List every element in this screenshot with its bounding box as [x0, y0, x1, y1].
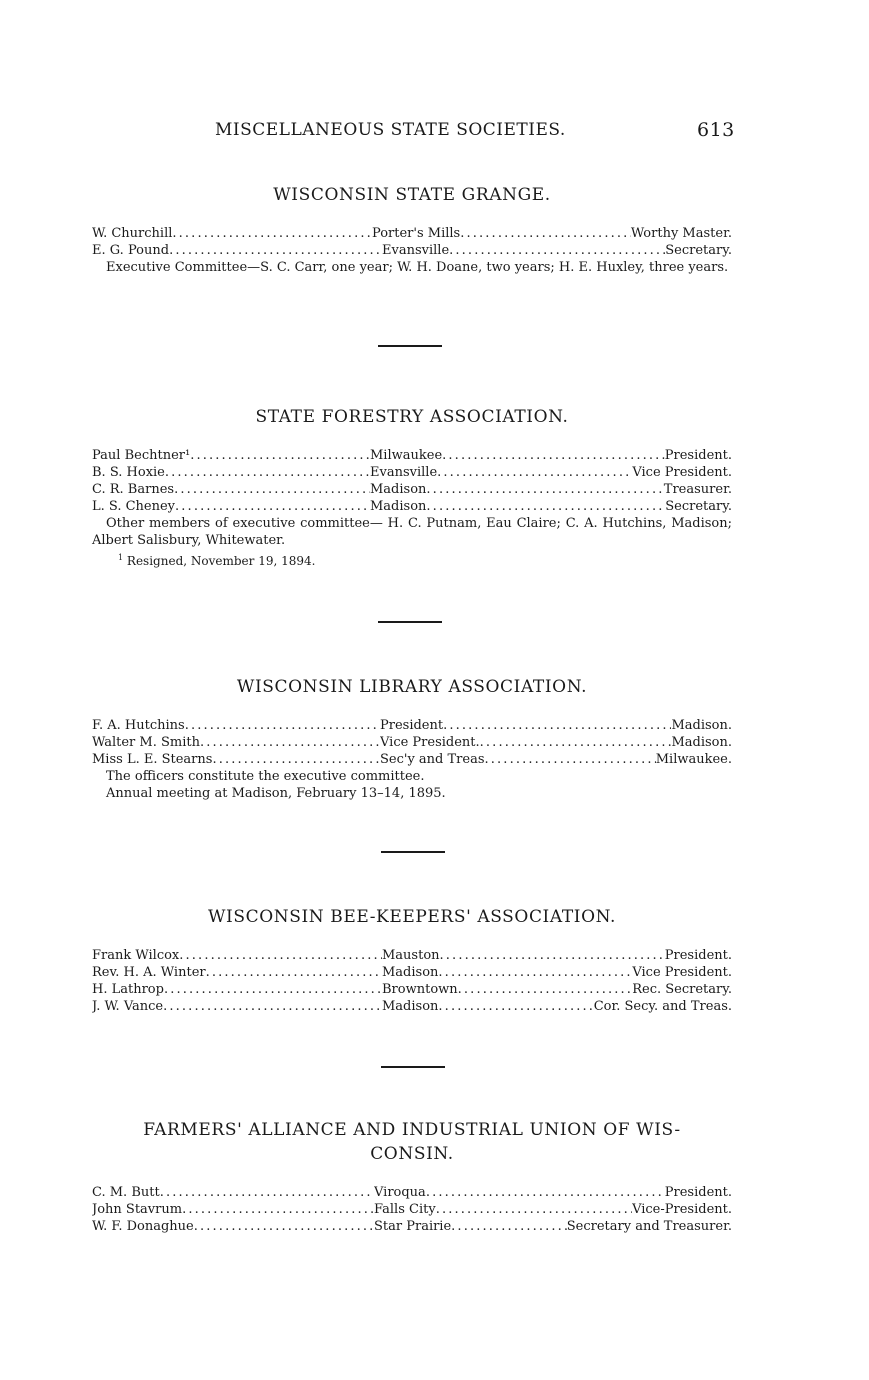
officer-role: Secretary.: [665, 243, 732, 258]
officer-place: Porter's Mills: [372, 226, 461, 241]
officer-row: [92, 717, 732, 734]
officer-name: W. Churchill: [92, 226, 173, 241]
section-beekeepers-association: [92, 905, 732, 1015]
officer-row: [92, 464, 732, 481]
officer-name: J. W. Vance: [92, 999, 164, 1014]
section-divider: [378, 345, 442, 347]
officer-place: President: [380, 718, 444, 733]
section-library-association: [92, 675, 732, 802]
officer-place: Vice President.: [380, 735, 480, 750]
officer-name: E. G. Pound: [92, 243, 170, 258]
officer-row: [92, 1218, 732, 1235]
officer-name: H. Lathrop: [92, 982, 164, 997]
officer-row: [92, 498, 732, 515]
section-title: WISCONSIN LIBRARY ASSOCIATION.: [236, 677, 588, 697]
officer-role: Secretary and Treasurer.: [566, 1219, 732, 1234]
section-title-line: CONSIN.: [370, 1144, 454, 1164]
officer-name: C. M. Butt: [92, 1185, 160, 1200]
officer-row: [92, 751, 732, 768]
officer-name: B. S. Hoxie: [92, 465, 165, 480]
officer-role: President.: [664, 1185, 732, 1200]
page-number: 613: [697, 119, 735, 141]
officer-role: Secretary.: [665, 499, 732, 514]
officer-name: Paul Bechtner¹: [92, 448, 191, 463]
officer-row: [92, 447, 732, 464]
footnote-mark: 1: [118, 553, 124, 562]
officer-name: C. R. Barnes: [92, 482, 175, 497]
officer-row: [92, 1184, 732, 1201]
officer-role: President.: [664, 448, 732, 463]
officer-place: Falls City: [374, 1202, 436, 1217]
officer-name: Miss L. E. Stearns: [92, 752, 213, 767]
officer-name: Walter M. Smith: [92, 735, 200, 750]
officer-place: Mauston: [382, 948, 440, 963]
officer-name: F. A. Hutchins: [92, 718, 185, 733]
section-divider: [378, 621, 442, 623]
officer-row: [92, 481, 732, 498]
officer-role: Worthy Master.: [630, 226, 732, 241]
officer-place: Madison: [382, 965, 439, 980]
footnote: [92, 549, 732, 570]
running-title: MISCELLANEOUS STATE SOCIETIES.: [215, 120, 566, 140]
officer-row: [92, 998, 732, 1015]
officer-row: [92, 981, 732, 998]
committee-note: Executive Committee—S. C. Carr, one year; W. H. Doane, two years; H. E. Huxley, three years.: [106, 260, 729, 275]
section-divider: [381, 1066, 445, 1068]
officer-place: Milwaukee: [370, 448, 443, 463]
officer-row: [92, 734, 732, 751]
officer-role: Madison.: [671, 718, 732, 733]
section-title: STATE FORESTRY ASSOCIATION.: [255, 407, 569, 427]
officer-role: President.: [664, 948, 732, 963]
section-forestry-association: [92, 405, 732, 570]
officer-place: Madison: [370, 499, 427, 514]
officer-place: Evansville: [382, 243, 450, 258]
section-title: WISCONSIN STATE GRANGE.: [273, 185, 551, 205]
officer-role: Treasurer.: [663, 482, 732, 497]
officer-place: Browntown: [382, 982, 458, 997]
officer-name: L. S. Cheney: [92, 499, 176, 514]
committee-note: Other members of executive committee— H. C. Putnam, Eau Claire; C. A. Hutchins, Madison; Albert Salisbury, Whitewater.: [92, 516, 732, 548]
committee-note: The officers constitute the executive committee.: [106, 769, 425, 784]
officer-role: Madison.: [671, 735, 732, 750]
officer-name: W. F. Donaghue: [92, 1219, 194, 1234]
officer-row: [92, 964, 732, 981]
officer-place: Evansville: [370, 465, 438, 480]
officer-name: Rev. H. A. Winter: [92, 965, 206, 980]
officer-row: [92, 242, 732, 259]
section-title-line: FARMERS' ALLIANCE AND INDUSTRIAL UNION OF WIS-: [143, 1120, 681, 1140]
officer-row: [92, 1201, 732, 1218]
officer-row: [92, 225, 732, 242]
section-title: WISCONSIN BEE-KEEPERS' ASSOCIATION.: [207, 907, 616, 927]
section-title: [92, 1118, 732, 1166]
footnote-text: Resigned, November 19, 1894.: [126, 554, 316, 568]
officer-role: Vice-President.: [632, 1202, 732, 1217]
officer-place: Sec'y and Treas: [380, 752, 485, 767]
officer-role: Rec. Secretary.: [632, 982, 732, 997]
meeting-note: Annual meeting at Madison, February 13–14, 1895.: [106, 786, 446, 801]
officer-place: Viroqua: [374, 1185, 426, 1200]
officer-name: John Stavrum: [92, 1202, 183, 1217]
section-divider: [381, 851, 445, 853]
officer-role: Vice President.: [632, 965, 732, 980]
officer-place: Star Prairie: [374, 1219, 452, 1234]
officer-role: Vice President.: [632, 465, 732, 480]
officer-name: Frank Wilcox: [92, 948, 180, 963]
section-state-grange: [92, 183, 732, 276]
officer-role: Milwaukee.: [655, 752, 732, 767]
section-farmers-alliance: [92, 1118, 732, 1235]
officer-row: [92, 947, 732, 964]
officer-role: Cor. Secy. and Treas.: [593, 999, 732, 1014]
officer-place: Madison: [370, 482, 427, 497]
officer-place: Madison: [382, 999, 439, 1014]
